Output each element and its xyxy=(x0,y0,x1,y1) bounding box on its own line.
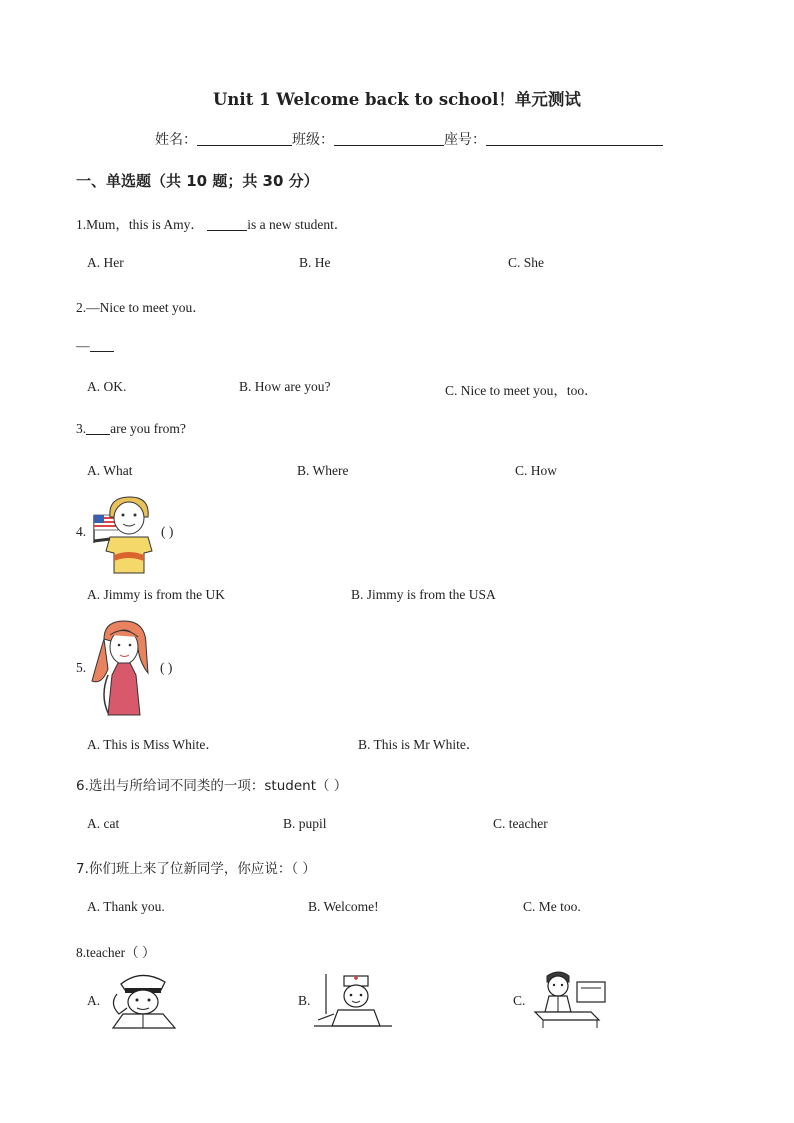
question-1-text: 1.Mum，this is Amy． xyxy=(76,217,204,232)
q3-option-b[interactable]: B. Where xyxy=(297,463,349,478)
q6-option-a[interactable]: A. cat xyxy=(87,816,120,831)
woman-illustration xyxy=(88,619,154,717)
seat-blank[interactable] xyxy=(486,131,663,146)
q6-option-c[interactable]: C. teacher xyxy=(493,816,548,831)
q2-option-b[interactable]: B. How are you? xyxy=(239,379,331,394)
q1-option-b[interactable]: B. He xyxy=(299,255,331,270)
nurse-illustration xyxy=(314,970,394,1030)
question-2-dash: — xyxy=(76,338,90,353)
q8-option-c[interactable]: C. xyxy=(513,993,526,1008)
question-1-text-end: is a new student． xyxy=(247,217,348,232)
question-8: 8.teacher（ ） xyxy=(76,945,156,960)
q4-option-b[interactable]: B. Jimmy is from the USA xyxy=(351,587,496,602)
teacher-illustration xyxy=(529,968,607,1030)
question-3-number: 3. xyxy=(76,421,87,436)
q7-option-c[interactable]: C. Me too. xyxy=(523,899,581,914)
q5-option-b[interactable]: B. This is Mr White． xyxy=(358,737,480,752)
student-info-line xyxy=(155,129,663,149)
question-3-text: are you from? xyxy=(110,421,186,436)
question-2-blank[interactable] xyxy=(90,338,114,352)
q8-option-b[interactable]: B. xyxy=(298,993,311,1008)
boy-with-us-flag-illustration xyxy=(86,493,156,575)
question-2-answer-line xyxy=(76,338,114,354)
q2-option-c[interactable]: C. Nice to meet you，too． xyxy=(445,383,598,398)
class-label: 班级： xyxy=(292,132,334,148)
section-heading: 一、单选题（共 10 题；共 30 分） xyxy=(76,172,319,190)
question-7: 7.你们班上来了位新同学，你应说：（ ） xyxy=(76,861,316,877)
page-title: Unit 1 Welcome back to school！单元测试 xyxy=(213,90,581,109)
question-5-number: 5. xyxy=(76,660,87,675)
q3-option-a[interactable]: A. What xyxy=(87,463,133,478)
q1-option-c[interactable]: C. She xyxy=(508,255,545,270)
q7-option-a[interactable]: A. Thank you. xyxy=(87,899,165,914)
q8-option-a[interactable]: A. xyxy=(87,993,101,1008)
q2-option-a[interactable]: A. OK. xyxy=(87,379,127,394)
q6-option-b[interactable]: B. pupil xyxy=(283,816,327,831)
question-4-answer-paren[interactable]: ( ) xyxy=(161,524,174,539)
police-officer-illustration xyxy=(103,970,179,1030)
question-2: 2.—Nice to meet you． xyxy=(76,300,206,315)
question-3 xyxy=(76,421,186,437)
q7-option-b[interactable]: B. Welcome! xyxy=(308,899,379,914)
name-label: 姓名： xyxy=(155,132,197,148)
name-blank[interactable] xyxy=(197,131,292,146)
seat-label: 座号： xyxy=(444,132,486,148)
question-1-blank[interactable] xyxy=(207,217,247,231)
question-3-blank[interactable] xyxy=(86,421,110,435)
question-1 xyxy=(76,213,347,233)
class-blank[interactable] xyxy=(334,131,444,146)
question-5-answer-paren[interactable]: ( ) xyxy=(160,660,173,675)
q4-option-a[interactable]: A. Jimmy is from the UK xyxy=(87,587,225,602)
q5-option-a[interactable]: A. This is Miss White． xyxy=(87,737,219,752)
question-6: 6.选出与所给词不同类的一项：student（ ） xyxy=(76,778,348,794)
q3-option-c[interactable]: C. How xyxy=(515,463,558,478)
question-4-number: 4. xyxy=(76,524,87,539)
q1-option-a[interactable]: A. Her xyxy=(87,255,124,270)
